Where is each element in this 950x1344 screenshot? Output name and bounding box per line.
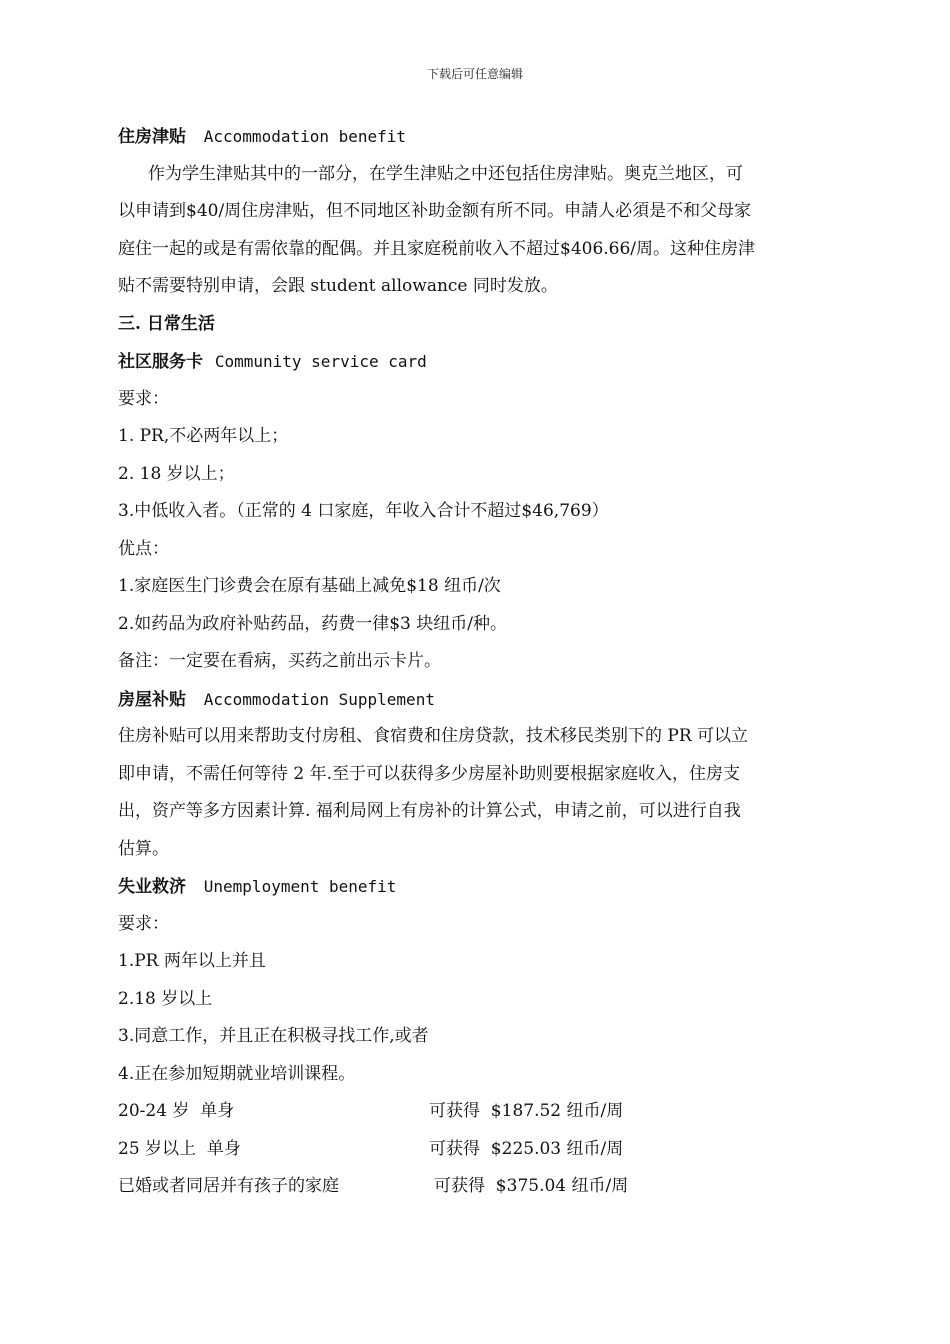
rate-who: 已婚或者同居并有孩子的家庭 bbox=[118, 1176, 339, 1196]
paragraph-accommodation-benefit bbox=[118, 156, 838, 306]
heading-en: Unemployment benefit bbox=[203, 877, 397, 896]
paragraph-accommodation-supplement bbox=[118, 718, 838, 868]
list-item: 2. 18 岁以上； bbox=[118, 463, 235, 484]
list-item: 2.18 岁以上 bbox=[118, 988, 213, 1009]
heading-zh: 住房津贴 bbox=[118, 127, 186, 147]
list-item: 1.PR 两年以上并且 bbox=[118, 951, 266, 971]
heading-zh: 社区服务卡 bbox=[118, 352, 203, 372]
rate-who: 20-24 岁 单身 bbox=[118, 1101, 235, 1121]
list-item: 3.中低收入者。（正常的 4 口家庭，年收入合计不超过$46,769） bbox=[118, 501, 609, 521]
rate-amount: 可获得 $187.52 纽币/周 bbox=[429, 1101, 624, 1121]
heading-en: Community service card bbox=[214, 352, 427, 371]
paragraph-line: 庭住一起的或是有需依靠的配偶。并且家庭税前收入不超过$406.66/周。这种住房津 bbox=[118, 238, 756, 259]
paragraph-line: 以申请到$40/周住房津贴，但不同地区补助金额有所不同。申請人必須是不和父母家 bbox=[118, 201, 752, 221]
section-heading-accommodation-supplement bbox=[118, 681, 838, 719]
list-item: 1. PR,不必两年以上； bbox=[118, 426, 289, 446]
heading-zh: 失业救济 bbox=[118, 877, 186, 897]
benefits-label: 优点： bbox=[118, 538, 169, 559]
paragraph-line: 贴不需要特别申请，会跟 student allowance 同时发放。 bbox=[118, 276, 558, 296]
list-item: 3.同意工作，并且正在积极寻找工作,或者 bbox=[118, 1026, 429, 1046]
section-heading-accommodation-benefit bbox=[118, 118, 838, 156]
list-item: 1.家庭医生门诊费会在原有基础上减免$18 纽币/次 bbox=[118, 576, 501, 596]
rate-row bbox=[118, 1093, 838, 1131]
heading-en: Accommodation benefit bbox=[203, 127, 407, 146]
paragraph-line: 作为学生津贴其中的一部分，在学生津贴之中还包括住房津贴。奥克兰地区，可 bbox=[148, 163, 743, 184]
heading-en: Accommodation Supplement bbox=[203, 689, 435, 709]
rate-row bbox=[118, 1168, 838, 1206]
requirements-label: 要求： bbox=[118, 388, 169, 409]
paragraph-line: 出，资产等多方因素计算. 福利局网上有房补的计算公式，申请之前，可以进行自我 bbox=[118, 801, 741, 821]
section-heading-daily-life: 三. 日常生活 bbox=[118, 313, 215, 334]
heading-zh: 房屋补贴 bbox=[118, 689, 186, 710]
note: 备注：一定要在看病，买药之前出示卡片。 bbox=[118, 651, 441, 671]
requirements-label: 要求： bbox=[118, 913, 169, 934]
rate-amount: 可获得 $225.03 纽币/周 bbox=[429, 1138, 624, 1159]
paragraph-line: 估算。 bbox=[118, 838, 169, 859]
rate-amount: 可获得 $375.04 纽币/周 bbox=[434, 1176, 629, 1196]
list-item: 4.正在参加短期就业培训课程。 bbox=[118, 1063, 356, 1084]
page-header: 下载后可任意编辑 bbox=[426, 67, 523, 81]
paragraph-line: 住房补贴可以用来帮助支付房租、食宿费和住房贷款，技术移民类别下的 PR 可以立 bbox=[118, 726, 749, 746]
section-heading-community-service-card bbox=[118, 343, 838, 381]
section-heading-unemployment-benefit bbox=[118, 868, 838, 906]
list-item: 2.如药品为政府补贴药品，药费一律$3 块纽币/种。 bbox=[118, 613, 507, 634]
rate-row bbox=[118, 1131, 838, 1169]
rate-who: 25 岁以上 单身 bbox=[118, 1138, 241, 1159]
document-body bbox=[118, 118, 838, 1206]
paragraph-line: 即申请，不需任何等待 2 年.至于可以获得多少房屋补助则要根据家庭收入，住房支 bbox=[118, 763, 741, 784]
